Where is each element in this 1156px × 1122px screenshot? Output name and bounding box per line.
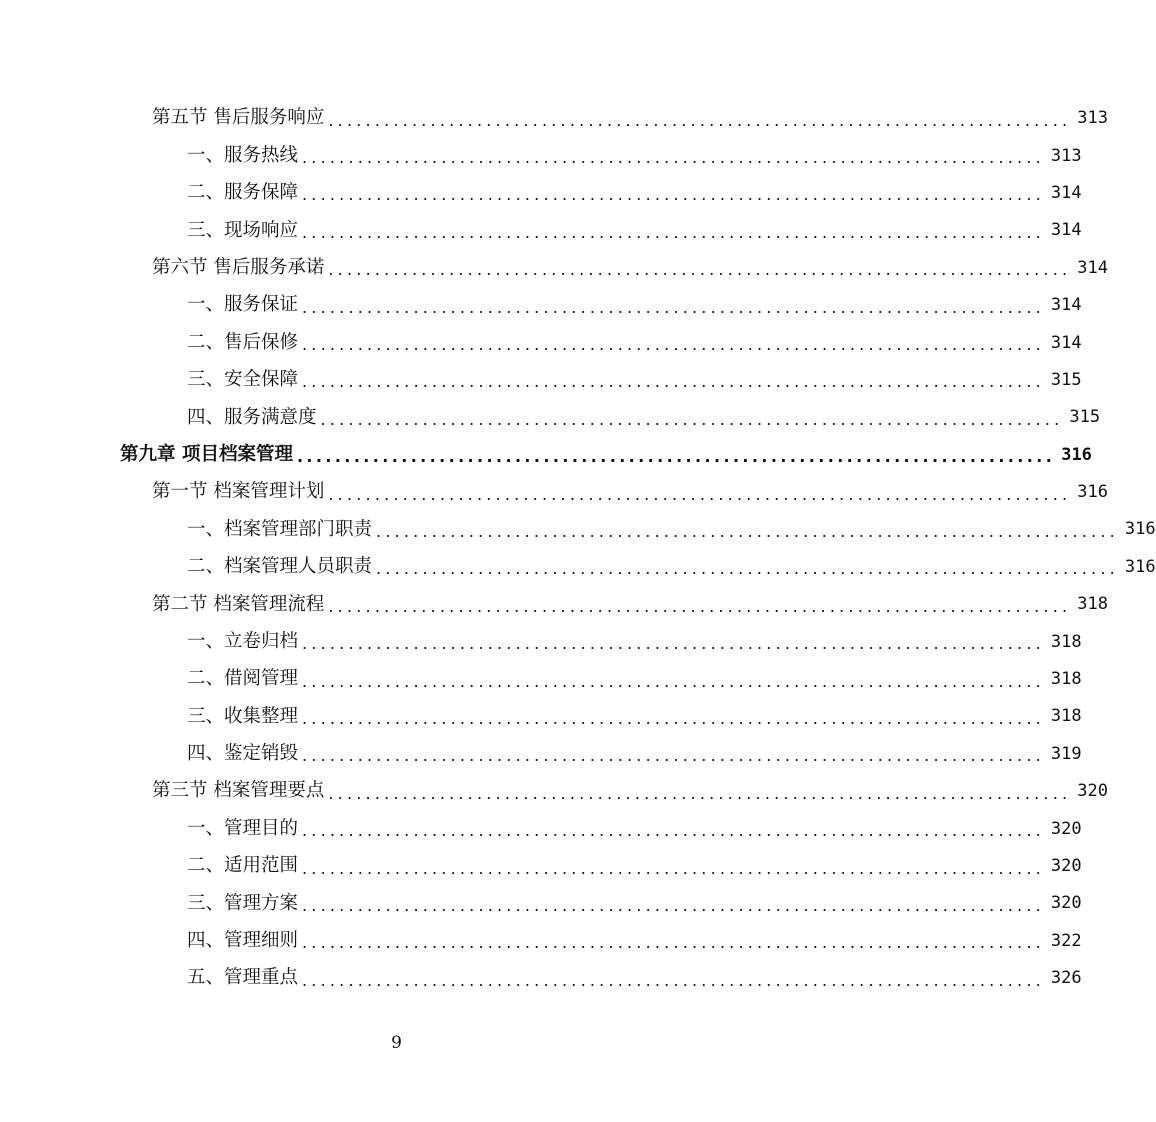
toc-entry-title: 二、服务保障 bbox=[187, 182, 299, 204]
toc-dot-leader: ................................................................................ bbox=[302, 708, 1045, 728]
toc-entry-title: 第六节 售后服务承诺 bbox=[152, 257, 325, 278]
toc-entry-title: 四、管理细则 bbox=[187, 930, 299, 952]
toc-entry-page-number: 313 bbox=[1050, 145, 1082, 166]
toc-entry-page-number: 314 bbox=[1077, 257, 1108, 278]
table-of-contents bbox=[0, 100, 1156, 997]
toc-dot-leader: ................................................................................ bbox=[302, 372, 1045, 392]
toc-entry-title: 四、鉴定销毁 bbox=[187, 743, 299, 765]
toc-entry-title: 一、档案管理部门职责 bbox=[187, 518, 373, 540]
toc-dot-leader: ................................................................................ bbox=[302, 671, 1045, 691]
toc-entry-page-number: 318 bbox=[1050, 706, 1082, 727]
toc-entry-page-number: 318 bbox=[1050, 631, 1082, 652]
toc-entry-page-number: 314 bbox=[1050, 332, 1082, 353]
toc-entry-section[interactable] bbox=[0, 773, 1108, 810]
toc-entry-section[interactable] bbox=[0, 474, 1108, 511]
toc-entry-item[interactable] bbox=[0, 698, 1082, 735]
page-number: 9 bbox=[391, 1033, 402, 1053]
toc-dot-leader: ................................................................................ bbox=[302, 185, 1045, 205]
toc-entry-title: 二、借阅管理 bbox=[187, 668, 299, 690]
toc-entry-item[interactable] bbox=[0, 810, 1082, 847]
toc-entry-chapter[interactable] bbox=[0, 437, 1092, 474]
toc-entry-item[interactable] bbox=[0, 287, 1082, 324]
toc-entry-title: 二、适用范围 bbox=[187, 855, 299, 877]
toc-dot-leader: ................................................................................ bbox=[302, 746, 1045, 766]
toc-entry-title: 三、现场响应 bbox=[187, 219, 299, 241]
toc-dot-leader: ................................................................................ bbox=[328, 110, 1072, 130]
toc-dot-leader: ................................................................................ bbox=[328, 596, 1072, 616]
toc-entry-page-number: 313 bbox=[1077, 108, 1108, 129]
toc-dot-leader: ................................................................................ bbox=[302, 933, 1045, 953]
toc-entry-item[interactable] bbox=[0, 623, 1082, 660]
toc-entry-page-number: 320 bbox=[1050, 893, 1082, 914]
toc-entry-item[interactable] bbox=[0, 511, 1156, 548]
toc-entry-item[interactable] bbox=[0, 324, 1082, 361]
toc-dot-leader: ................................................................................ bbox=[302, 970, 1045, 990]
toc-dot-leader: ................................................................................ bbox=[376, 559, 1119, 579]
toc-entry-title: 三、安全保障 bbox=[187, 369, 299, 391]
toc-dot-leader: ................................................................................ bbox=[302, 895, 1045, 915]
toc-entry-title: 五、管理重点 bbox=[187, 967, 299, 989]
toc-entry-item[interactable] bbox=[0, 399, 1101, 436]
toc-dot-leader: ................................................................................ bbox=[302, 858, 1045, 878]
toc-entry-page-number: 316 bbox=[1077, 482, 1108, 503]
toc-dot-leader: ................................................................................ bbox=[302, 821, 1045, 841]
toc-entry-page-number: 320 bbox=[1050, 818, 1082, 839]
toc-dot-leader: ................................................................................ bbox=[320, 409, 1064, 429]
toc-entry-section[interactable] bbox=[0, 250, 1108, 287]
toc-entry-page-number: 314 bbox=[1050, 220, 1082, 241]
toc-entry-item[interactable] bbox=[0, 175, 1082, 212]
toc-entry-title: 第三节 档案管理要点 bbox=[152, 780, 325, 802]
toc-dot-leader: ................................................................................ bbox=[302, 335, 1045, 355]
toc-dot-leader: ................................................................................ bbox=[302, 634, 1045, 654]
toc-entry-page-number: 320 bbox=[1050, 856, 1082, 876]
toc-dot-leader: ................................................................................ bbox=[328, 260, 1072, 280]
toc-dot-leader: ................................................................................ bbox=[296, 447, 1056, 467]
toc-entry-title: 第一节 档案管理计划 bbox=[152, 481, 325, 503]
toc-entry-page-number: 319 bbox=[1050, 743, 1082, 764]
toc-entry-item[interactable] bbox=[0, 736, 1082, 773]
toc-entry-section[interactable] bbox=[0, 586, 1108, 623]
toc-entry-title: 三、收集整理 bbox=[187, 705, 299, 727]
toc-entry-title: 一、服务保证 bbox=[187, 294, 299, 316]
toc-entry-item[interactable] bbox=[0, 549, 1156, 586]
toc-entry-title: 第五节 售后服务响应 bbox=[152, 107, 325, 129]
toc-dot-leader: ................................................................................ bbox=[328, 484, 1072, 504]
toc-dot-leader: ................................................................................ bbox=[302, 297, 1045, 317]
toc-entry-page-number: 318 bbox=[1077, 594, 1108, 615]
toc-entry-page-number: 316 bbox=[1124, 519, 1156, 540]
toc-entry-item[interactable] bbox=[0, 137, 1082, 174]
toc-entry-title: 第二节 档案管理流程 bbox=[152, 593, 325, 615]
toc-entry-title: 一、立卷归档 bbox=[187, 630, 299, 652]
toc-entry-item[interactable] bbox=[0, 923, 1082, 960]
toc-entry-item[interactable] bbox=[0, 848, 1082, 885]
toc-entry-item[interactable] bbox=[0, 960, 1082, 997]
toc-dot-leader: ................................................................................ bbox=[376, 521, 1119, 541]
toc-entry-page-number: 326 bbox=[1050, 968, 1082, 989]
toc-entry-title: 二、售后保修 bbox=[187, 331, 299, 353]
toc-entry-page-number: 316 bbox=[1124, 556, 1156, 577]
toc-entry-page-number: 318 bbox=[1050, 669, 1082, 690]
toc-entry-title: 一、服务热线 bbox=[187, 144, 299, 166]
toc-dot-leader: ................................................................................ bbox=[302, 222, 1045, 242]
toc-entry-section[interactable] bbox=[0, 100, 1108, 137]
toc-entry-title: 二、档案管理人员职责 bbox=[187, 556, 373, 578]
toc-entry-page-number: 314 bbox=[1050, 182, 1082, 203]
toc-entry-page-number: 316 bbox=[1061, 444, 1092, 465]
toc-entry-item[interactable] bbox=[0, 661, 1082, 698]
toc-entry-item[interactable] bbox=[0, 362, 1082, 399]
toc-entry-title: 一、管理目的 bbox=[187, 817, 299, 839]
toc-entry-page-number: 315 bbox=[1050, 369, 1082, 390]
toc-dot-leader: ................................................................................ bbox=[302, 148, 1045, 168]
toc-entry-page-number: 322 bbox=[1050, 930, 1082, 951]
toc-entry-title: 四、服务满意度 bbox=[187, 406, 317, 428]
toc-dot-leader: ................................................................................ bbox=[328, 783, 1072, 803]
toc-entry-item[interactable] bbox=[0, 885, 1082, 922]
toc-entry-item[interactable] bbox=[0, 212, 1082, 249]
toc-entry-title: 三、管理方案 bbox=[187, 892, 299, 914]
toc-entry-page-number: 314 bbox=[1050, 295, 1082, 316]
toc-entry-title: 第九章 项目档案管理 bbox=[120, 443, 293, 465]
toc-entry-page-number: 315 bbox=[1069, 407, 1101, 428]
toc-entry-page-number: 320 bbox=[1077, 781, 1108, 802]
